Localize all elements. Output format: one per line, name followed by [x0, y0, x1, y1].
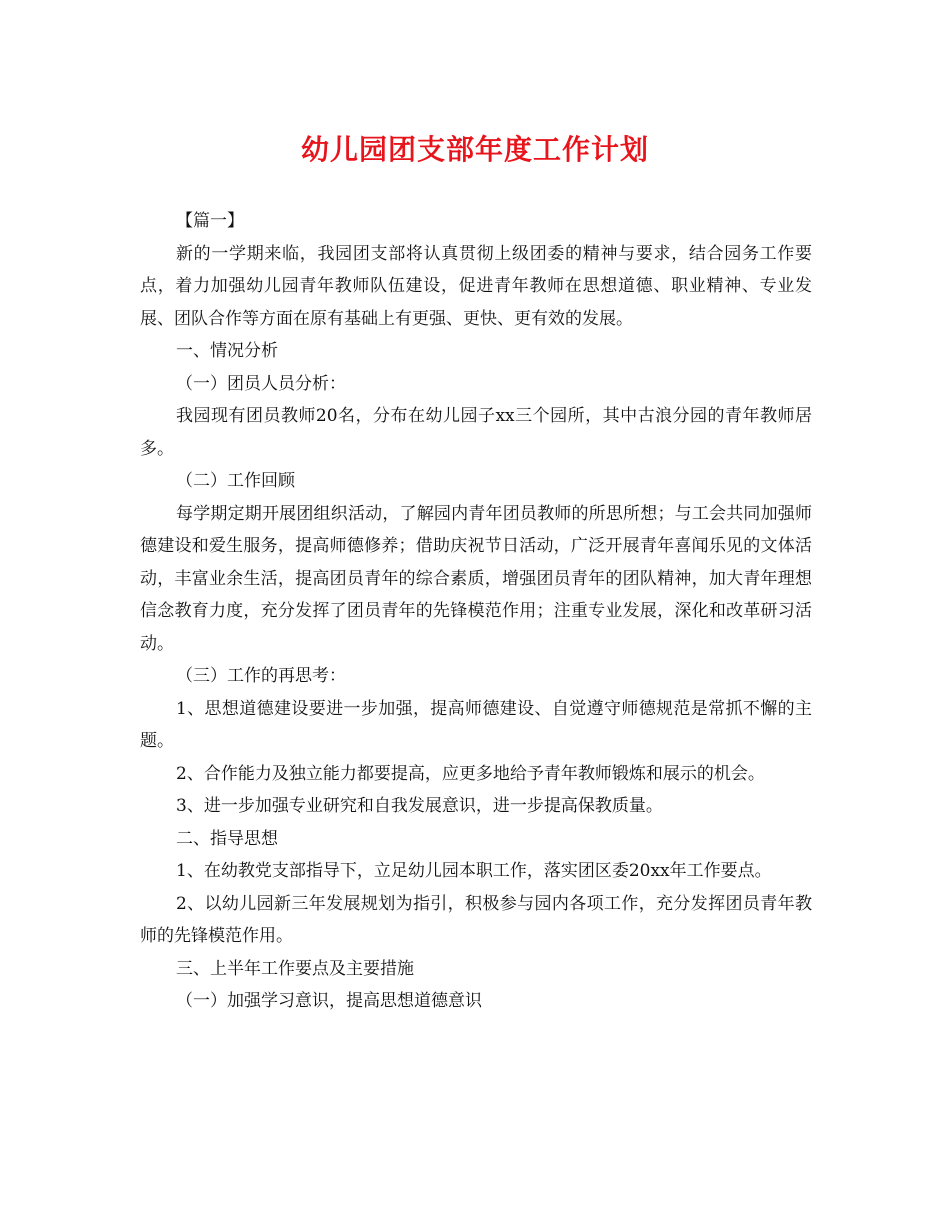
rethinking-item-1: 1、思想道德建设要进一步加强，提高师德建设、自觉遵守师德规范是常抓不懈的主题。	[140, 698, 812, 751]
work-review-paragraph: 每学期定期开展团组织活动，了解园内青年团员教师的所思所想；与工会共同加强师德建设和爱生服务，提高师德修养；借助庆祝节日活动，广泛开展青年喜闻乐见的文体活动，丰富业余生活，提高团员青年的综合素质，增强团员青年的团队精神，加大青年理想信念教育力度，充分发挥了团员青年的先锋模范作用；注重专业发展，深化和改革研习活动。	[140, 503, 812, 654]
section-label: 【篇一】	[176, 211, 244, 231]
guiding-item-2: 2、以幼儿园新三年发展规划为指引，积极参与园内各项工作，充分发挥团员青年教师的先锋模范作用。	[140, 893, 812, 946]
document-title: 幼儿园团支部年度工作计划	[300, 133, 649, 166]
member-analysis-paragraph: 我园现有团员教师20名，分布在幼儿园子xx三个园所，其中古浪分园的青年教师居多。	[140, 406, 812, 459]
rethinking-item-3: 3、进一步加强专业研究和自我发展意识，进一步提高保教质量。	[176, 796, 663, 816]
heading-situation-analysis: 一、情况分析	[176, 341, 278, 361]
document-body	[140, 205, 812, 1018]
subheading-member-analysis: （一）团员人员分析：	[176, 373, 346, 394]
subheading-work-review: （二）工作回顾	[176, 471, 295, 491]
heading-first-half-work: 三、上半年工作要点及主要措施	[176, 958, 414, 979]
heading-guiding-thought: 二、指导思想	[176, 828, 278, 849]
rethinking-item-2: 2、合作能力及独立能力都要提高，应更多地给予青年教师锻炼和展示的机会。	[176, 763, 765, 784]
guiding-item-1: 1、在幼教党支部指导下，立足幼儿园本职工作，落实团区委20xx年工作要点。	[176, 861, 772, 881]
intro-paragraph: 新的一学期来临，我园团支部将认真贯彻上级团委的精神与要求，结合园务工作要点，着力加强幼儿园青年教师队伍建设，促进青年教师在思想道德、职业精神、专业发展、团队合作等方面在原有基础上有更强、更快、更有效的发展。	[140, 243, 812, 329]
subheading-rethinking: （三）工作的再思考：	[176, 666, 346, 686]
subheading-study-awareness: （一）加强学习意识，提高思想道德意识	[176, 991, 482, 1011]
